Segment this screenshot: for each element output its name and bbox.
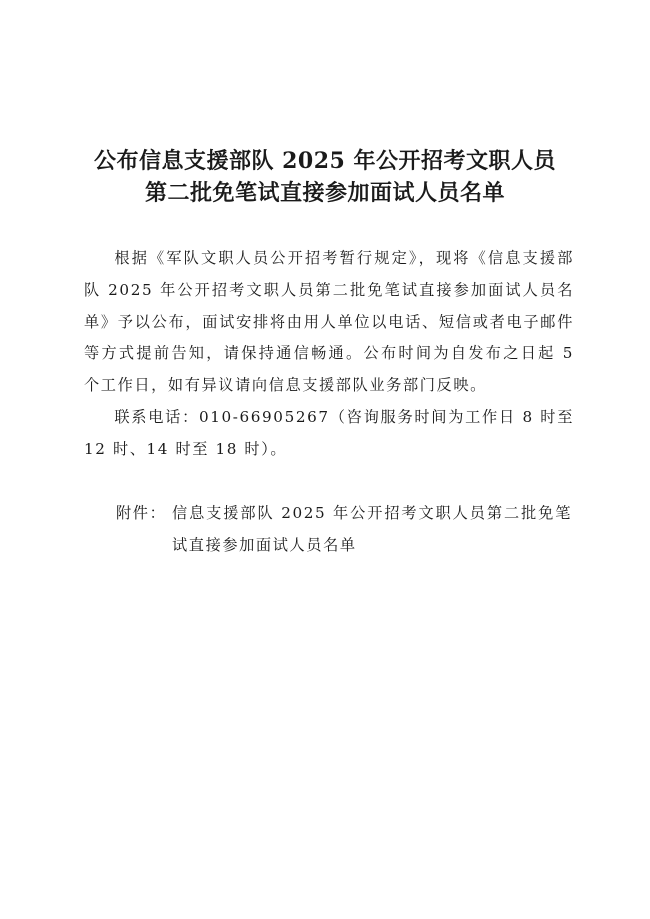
document-title-line-1: 公布信息支援部队 2025 年公开招考文职人员	[93, 148, 557, 174]
attachment-title: 信息支援部队 2025 年公开招考文职人员第二批免笔试直接参加面试人员名单	[172, 504, 572, 554]
contact-phone-paragraph: 联系电话：010-66905267（咨询服务时间为工作日 8 时至 12 时、14 时至 18 时）。	[84, 408, 574, 458]
announcement-paragraph: 根据《军队文职人员公开招考暂行规定》，现将《信息支援部队 2025 年公开招考文职人员第二批免笔试直接参加面试人员名单》予以公布，面试安排将由用人单位以电话、短信或者电子邮件等方式提前告知，请保持通信畅通。公布时间为自发布之日起 5 个工作日，如有异议请向信息支援部队业务部门反映。	[84, 249, 574, 395]
document-title-line-2: 第二批免笔试直接参加面试人员名单	[144, 180, 505, 206]
attachment-label: 附件：	[116, 504, 167, 522]
